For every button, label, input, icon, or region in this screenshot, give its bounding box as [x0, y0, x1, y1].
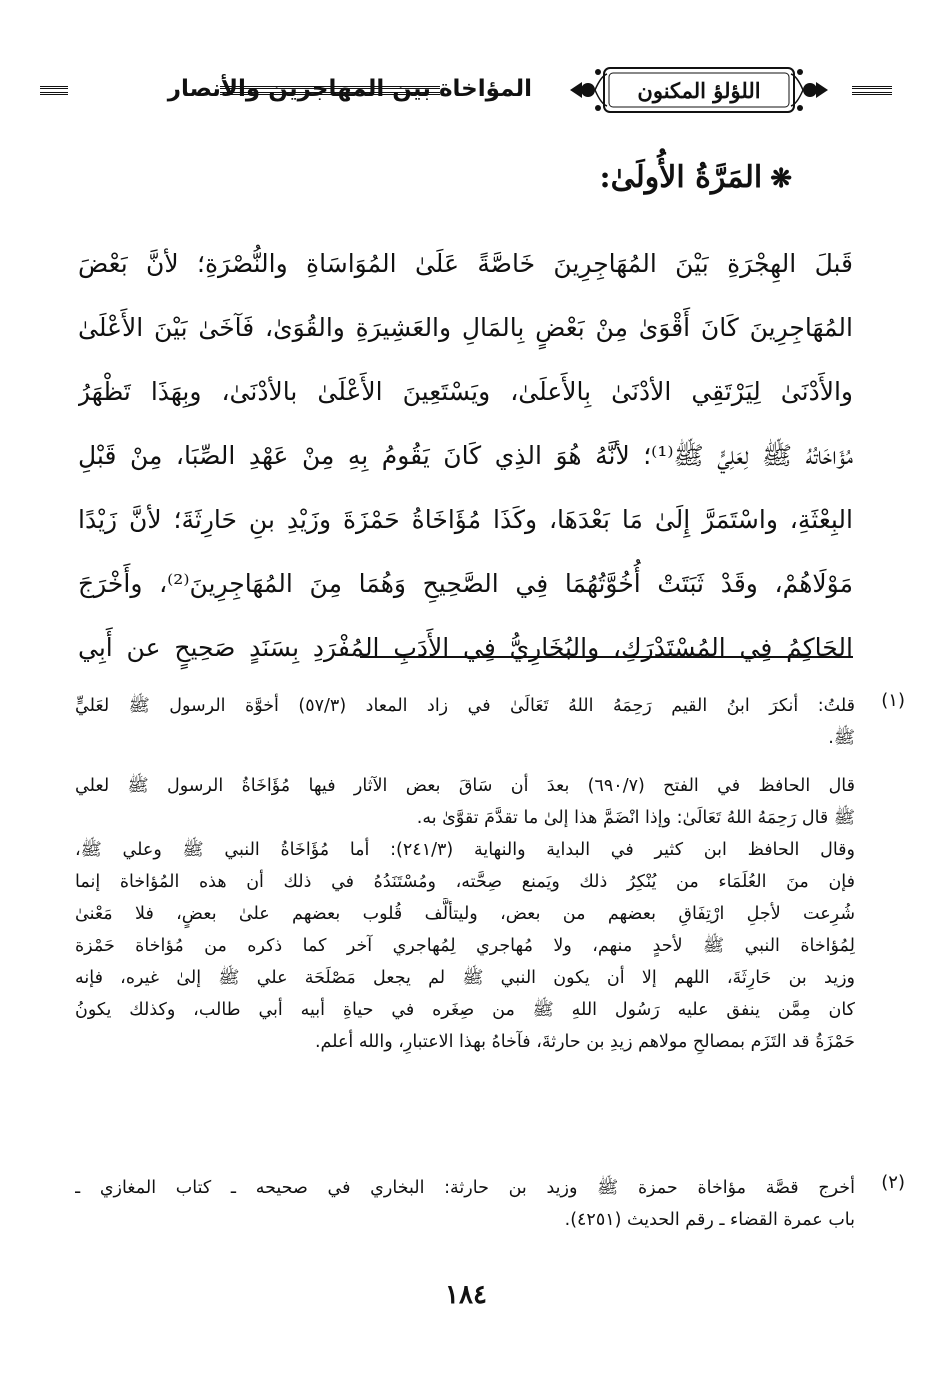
body-line: الحَاكِمُ فِي المُسْتَدْرَكِ، والبُخَارِيُّ فِي الأَدَبِ المُفْرَدِ بِسَنَدٍ صَحِيحٍ عن أَبِي — [78, 633, 853, 662]
footnote-line: كان مِمَّن ينفق عليه رَسُول اللهِ ﷺ من صِغَره في حياةِ أبيه أبي طالب، وكذلك يكونُ — [75, 1000, 855, 1020]
footnote-2 — [75, 1172, 905, 1236]
footnote-line: أخرج قصَّة مؤاخاة حمزة ﷺ وزيد بن حارثة: البخاري في صحيحه ـ كتاب المغازي ـ — [75, 1178, 855, 1198]
body-line: مُؤَاخَاتُهُ ﷺ لِعَلِيٍّ ﷺ⁽¹⁾؛ لأنَّهُ هُوَ الذِي كَانَ يَقُومُ بِهِ مِنْ عَهْدِ الصِّبَا، مِنْ قَبْلِ — [78, 441, 853, 470]
footnote-line: ﷺ قال رَحِمَهُ اللهُ تَعَالَىٰ: وإذا انْضَمَّ هذا إلىٰ ما تقدَّمَ تقوَّىٰ به. — [416, 808, 855, 828]
footnote-line: باب عمرة القضاء ـ رقم الحديث (٤٢٥١). — [564, 1210, 855, 1230]
footnote-line: حَمْزَةُ قد التَزَم بمصالحِ مولاهم زيدِ بن حارثةَ، فآخاهُ بهذا الاعتبارِ، والله أعلم. — [314, 1032, 855, 1052]
footnote-1 — [75, 690, 905, 754]
footnote-line: لِمُؤاخاة النبي ﷺ لأحدٍ منهم، ولا مُهاجري لِمُهاجري آخر كما ذكره من مُؤاخاة حَمْزة — [75, 936, 855, 956]
body-line: قَبلَ الهِجْرَةِ بَيْنَ المُهَاجِرِينَ خَاصَّةً عَلَىٰ المُوَاسَاةِ والنُّصْرَةِ؛ لأنَّ بَعْضَ — [78, 249, 853, 278]
footnote-1-continuation — [75, 770, 855, 1058]
footnote-line: وزيد بن حَارِثَةَ، اللهم إلا أن يكون النبي ﷺ لم يجعل مَصْلَحَة علي ﷺ إلىٰ غيره، فإنه — [75, 968, 855, 988]
body-line: المُهَاجِرِينَ كَانَ أَقْوَىٰ مِنْ بَعْضٍ بِالمَالِ والعَشِيرَةِ والقُوَىٰ، فَآخَىٰ بَيْنَ الأَعْلَىٰ — [78, 313, 853, 342]
footnote-2-number: (٢) — [881, 1172, 905, 1193]
running-header — [40, 58, 892, 124]
footnote-line: فإن منَ العُلَمَاء من يُنْكِرُ ذلك ويَمنع صِحَّته، ومُسْتَنَدُهُ في ذلك أن هذه المُؤاخاة إنما — [75, 872, 855, 892]
star-ornament-icon: ❋ — [770, 164, 792, 194]
header-rule-right — [852, 86, 892, 95]
section-heading-text: المَرَّةُ الأُولَىٰ: — [599, 160, 763, 195]
footnote-line: قال الحافظ في الفتح (٦٩٠/٧) بعدَ أن سَاقَ بعض الآثار فيها مُؤَاخَاةُ الرسول ﷺ لعلي — [75, 776, 855, 796]
main-body-text — [78, 232, 853, 680]
body-line: والأَدْنَىٰ لِيَرْتَقِي الأدْنَىٰ بِالأَعلَىٰ، ويَسْتَعِينَ الأَعْلَىٰ بالأدْنَىٰ، وبِهَذَا تَظْهَرُ — [78, 377, 853, 406]
chapter-title: المؤاخاة بين المهاجرين والأنصار — [167, 76, 532, 102]
footnote-1-number: (١) — [881, 690, 905, 711]
page-number: ١٨٤ — [445, 1280, 487, 1310]
footnote-separator — [360, 656, 853, 658]
header-rule-left — [40, 86, 68, 95]
footnote-line: قلتُ: أنكرَ ابنُ القيم رَحِمَهُ اللهُ تَعَالَىٰ في زاد المعاد (٥٧/٣) أخوَّة الرسول ﷺ لعَليٍّ — [75, 696, 855, 716]
footnote-line: شُرِعت لأجلِ ارْتِفَاقِ بعضهم من بعض، وليتألَّف قُلوب بعضهم علىٰ بعضٍ، فلا مَعْنىٰ — [75, 904, 855, 924]
section-heading — [600, 160, 792, 195]
footnote-line: ﷺ. — [828, 728, 855, 748]
book-title: اللؤلؤ المكنون — [637, 77, 761, 103]
footnote-line: وقال الحافظ ابن كثير في البداية والنهاية (٢٤١/٣): أما مُؤَاخَاةُ النبي ﷺ وعلي ﷺ، — [75, 840, 855, 860]
book-title-ornament — [568, 60, 830, 120]
body-line: مَوْلَاهُمْ، وقَدْ ثَبَتَتْ أُخُوَّتُهُمَا فِي الصَّحِيحِ وَهُمَا مِنَ المُهَاجِرِينَ⁽²⁾، وأَخْرَجَ — [78, 569, 853, 598]
body-line: البِعْثَةِ، واسْتَمَرَّ إِلَىٰ مَا بَعْدَهَا، وكَذَا مُؤَاخَاةُ حَمْزَةَ وزَيْدِ بنِ حَارِثَةَ؛ لأنَّ زَيْدًا — [78, 505, 853, 534]
